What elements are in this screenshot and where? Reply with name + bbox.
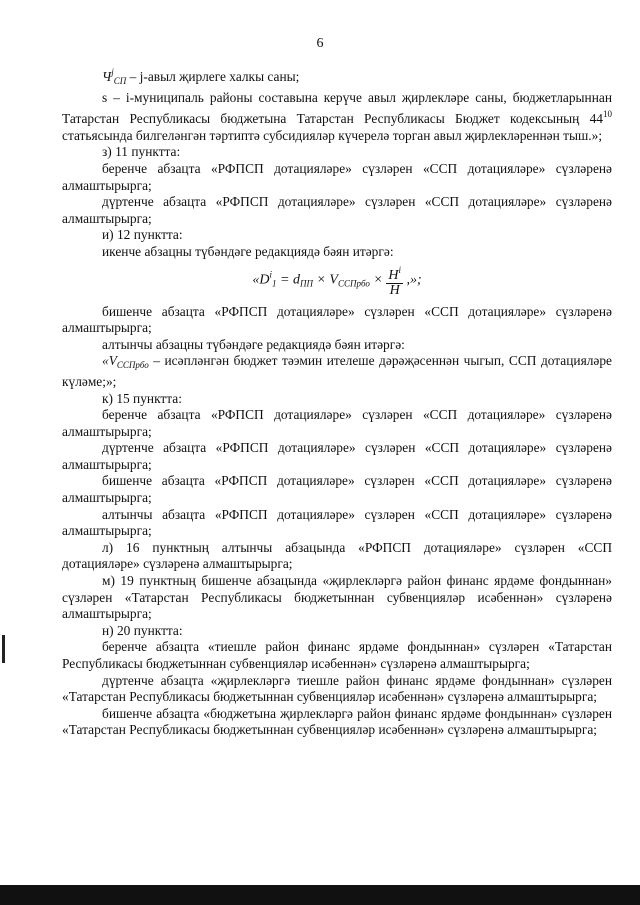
paragraph-definition-s: s – i-муниципаль районы составына керүче авыл җирлекләре саны, бюджетларыннан Татарстан Республикасы бюджетына Татарстан Республикасы Бюджет кодексының $44^{10}$ статьясында билгеләнгән тәртиптә субсидияләр күчерелә торган авыл җирлекләреннән тыш.»; xyxy=(62,89,612,143)
paragraph: беренче абзацта «РФПСП дотацияләре» сүзләрен «ССП дотацияләре» сүзләренә алмаштырырга; xyxy=(62,160,612,193)
paragraph: бишенче абзацта «РФПСП дотацияләре» сүзләрен «ССП дотацияләре» сүзләренә алмаштырырга; xyxy=(62,473,612,506)
paragraph: дүртенче абзацта «РФПСП дотацияләре» сүзләрен «ССП дотацияләре» сүзләренә алмаштырырга; xyxy=(62,440,612,472)
formula: «$D^i_1 = d_{ПП} \times V_{ССПрбо}$ × $\frac{H^i}{H}$ ,»; xyxy=(252,264,422,298)
paragraph: беренче абзацта «тиешле район финанс ярдәме фондыннан» сүзләрен «Татарстан Республикасы бюджетыннан субвенцияләр исәбеннән» сүзләренә алмаштырырга; xyxy=(62,639,612,671)
paragraph: бишенче абзацта «РФПСП дотацияләре» сүзләрен «ССП дотацияләре» сүзләренә алмаштырырга; xyxy=(62,303,612,336)
margin-mark xyxy=(2,635,5,663)
paragraph-item-m: м) 19 пунктның бишенче абзацында «җирлекләргә район финанс ярдәме фондыннан» сүзләрен «Татарстан Республикасы бюджетыннан субвенцияләр исәбеннән» сүзләренә алмаштырырга; xyxy=(62,573,612,622)
page-number: 6 xyxy=(316,36,324,51)
paragraph-item-l: л) 16 пунктның алтынчы абзацында «РФПСП дотацияләре» сүзләрен «ССП дотацияләре» сүзләренә алмаштырырга; xyxy=(62,539,612,572)
scan-edge-bar xyxy=(0,885,640,905)
paragraph-item-n: н) 20 пунктта: xyxy=(102,622,183,638)
paragraph-item-k: к) 15 пунктта: xyxy=(102,390,182,406)
paragraph: икенче абзацны түбәндәге редакциядә бәян итәргә: xyxy=(102,243,394,259)
paragraph: алтынчы абзацта «РФПСП дотацияләре» сүзләрен «ССП дотацияләре» сүзләренә алмаштырырга; xyxy=(62,506,612,539)
paragraph: алтынчы абзацны түбәндәге редакциядә бәян итәргә: xyxy=(102,336,405,352)
paragraph: дүртенче абзацта «җирлекләргә тиешле район финанс ярдәме фондыннан» сүзләрен «Татарстан Республикасы бюджетыннан субвенцияләр исәбеннән» сүзләренә алмаштырырга; xyxy=(62,672,612,705)
paragraph-item-z: з) 11 пунктта: xyxy=(102,144,181,160)
paragraph-definition-population: $Ч^j_{СП}$ – j-авыл җирлеге халкы саны; xyxy=(102,67,300,86)
paragraph-definition-v: «$V_{ССПрбо}$ – исәпләнгән бюджет тәэмин ителеше дәрәҗәсеннән чыгып, ССП дотацияләре күләме;»; xyxy=(62,353,612,389)
paragraph: бишенче абзацта «бюджетына җирлекләргә район финанс ярдәме фондыннан» сүзләрен «Татарстан Республикасы бюджетыннан субвенцияләр исәбеннән» сүзләренә алмаштырырга; xyxy=(62,705,612,738)
paragraph-item-i: и) 12 пунктта: xyxy=(102,227,183,243)
document-body xyxy=(62,64,612,739)
formula-fraction: $\frac{H^i}{H}$ xyxy=(388,264,401,298)
paragraph: дүртенче абзацта «РФПСП дотацияләре» сүзләрен «ССП дотацияләре» сүзләренә алмаштырырга; xyxy=(62,194,612,226)
paragraph: беренче абзацта «РФПСП дотацияләре» сүзләрен «ССП дотацияләре» сүзләренә алмаштырырга; xyxy=(62,407,612,439)
